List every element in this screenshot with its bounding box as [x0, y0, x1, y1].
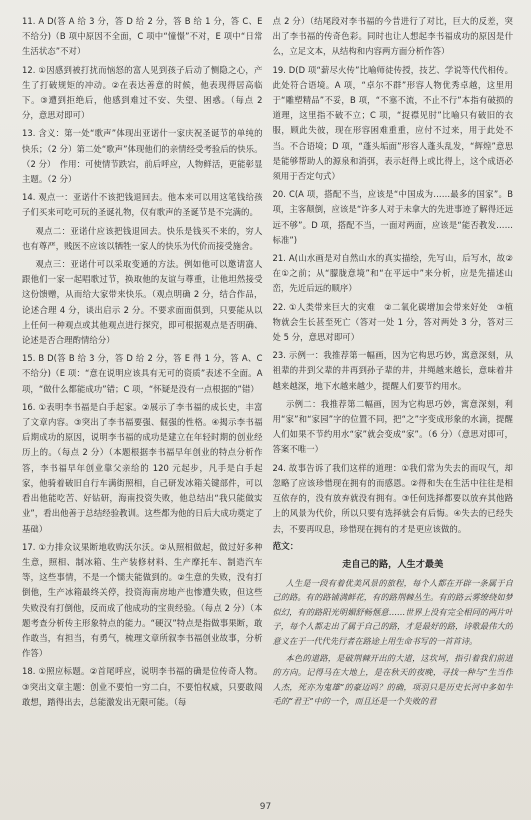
answer-18-continued: 点 2 分）（结尾段对李书福的今昔进行了对比，巨大的反差，突出了李书福的传奇色彩。同时也让人想起李书福成功的原因是什么，立足文本，从结构和内容两方面分析作答） [272, 16, 513, 57]
page-number: 97 [259, 802, 272, 812]
answer-11: 11. A D(答 A 给 3 分，答 D 给 2 分，答 B 给 1 分，答 C、E 不给分)（B 项中原因不全面，C 项中“憧憬”不对，E 项中“日常生活状态”不对） [22, 16, 263, 57]
answer-24: 24. 故事告诉了我们这样的道理：①我们常为失去的而叹气，却忽略了应该珍惜现在拥有的而感恩。②得和失在生活中往往是相互依存的，没有放弃就没有拥有。③任何选择都要以放弃其他路上的风景为代价，所以只要有选择就会有后悔。④失去的已经失去，不要再叹息，珍惜现在拥有的才是更应该做的。 [272, 462, 513, 534]
answer-21: 21. A(山水画是对自然山水的真实描绘，先写山，后写水，故②在①之前；从“朦胧意境”和“在平远中”来分析，应是先描述山峦，先近后远的顺序） [272, 253, 513, 294]
essay-paragraph-2: 本色的道路，是破荆棘开出的大道，这坎坷，指引着我们前进的方向。记得马在大地上，是在秋天的夜晚，寻找一种与“生当作人杰，死亦为鬼雄”的豪迈吗？的确，项羽只是历史长河中多如牛毛的“君王”中的一个，而且还是一个失败的君 [272, 652, 513, 707]
answer-14-view-1: 14. 观点一：亚诺什不该把钱退回去。他本来可以用这笔钱给孩子们买来可吃可玩的圣诞礼物，仅有歌声的圣诞节是不完满的。 [22, 192, 263, 218]
left-column [22, 14, 263, 794]
right-column [273, 14, 514, 794]
answer-14-view-3: 观点三：亚诺什可以采取变通的方法。例如他可以邀请富人跟他们一家一起唱歌过节，换取他的友谊与尊重，让他坦然接受这份馈赠，从而给大家带来快乐。（观点明确 2 分，结合作品，论述合理 4 分，谈出启示 2 分。不要求面面俱到，只要能从以上任何一种观点或其他观点进行探究，即可根据观点是否明确、论述是否合理酌情给分） [22, 259, 263, 346]
answer-23-example-1: 23. 示例一：我推荐第一幅画，因为它构思巧妙，寓意深刻，从祖辈的井到父辈的井再到孙子辈的井，井绳越来越长，意味着井越来越深，地下水越来越少，提醒人们要节约用水。 [272, 350, 513, 391]
answer-17: 17. ①力排众议果断地收购沃尔沃。②从照相做起，做过好多种生意，照相、制冰箱、生产装修材料、生产摩托车、制造汽车等，这些事情，不是一个懦夫能做到的。②生意的失败，没有打倒他，生产冰箱最终关停，投资海南房地产也惨遭失败，但这些失败没有打倒他，反而成了他成功的宝贵经验。（每点 2 分）（本题考查分析传主形象特点的能力。“硬汉”特点是指做事果断，敢作敢当，有担当，有勇气，梳理文章所叙李书福创业故事，分析作答） [22, 541, 263, 659]
essay-title: 走自己的路，人生才最美 [342, 558, 444, 570]
answer-18: 18. ①照应标题。②首尾呼应，说明李书福的确是位传奇人物。③突出文章主题：创业不要怕一穷二白，不要怕权威，只要敢闯敢想，踏得出去，总能激发出无限可能。（每 [22, 666, 263, 707]
answer-22: 22. ①人类带来巨大的灾难 ②二氧化碳增加会带来好处 ③植物就会生长甚至死亡（答对一处 1 分，答对两处 3 分，答对三处 5 分，意思对即可） [272, 301, 513, 343]
answer-15: 15. B D(答 B 给 3 分，答 D 给 2 分，答 E 得 1 分，答 A、C 不给分)（E 项：“意在说明应该具有无可的资质”表述不全面。A 项，“做什么都能成功”错；C 项，“怀疑是没有一点根据的”错） [22, 353, 263, 394]
answer-19: 19. D(D 项“薪尽火传”比喻师徒传授，技艺、学说等代代相传。此处符合语境。A 项，“卓尔不群”形容人物优秀卓越，这里用于“雕塑精品”不妥，B 项，“不塞不流，不止不行”本指有破损的道理，这里指不破不立；C 项，“捉襟见肘”比喻只有破旧的衣服，顾此失彼，现在形容困难重重，应付不过来，用于此处不当。不合语境；D 项，“蓬头垢面”形容人蓬头乱发，“辉煌”意思是能够帮助人的源泉和消弭，表示赶得上或比得上，这个成语必须用于否定句式） [272, 64, 513, 182]
essay-paragraph-1: 人生是一段有着优美风景的旅程，每个人都在开辟一条属于自己的路。有的路铺满鲜花，有的路荆棘丛生。有的路云雾缭绕如梦似幻，有的路阳光明媚舒畅惬意……世界上没有完全相同的两片叶子，每个人都走出了属于自己的路，才是最好的路，诗歌最伟大的意义在于一代代先行者在路途上用生命书写的一首首诗。 [272, 577, 513, 647]
answer-12: 12. ①因感到被打扰而恼怒的富人见到孩子后动了恻隐之心，产生了打破规矩的冲动。②在表达善意的时候，他表现得居高临下。③遭到拒绝后，他感到难过不安、失望、困惑。（每点 2 分，意思对即可） [22, 64, 263, 121]
answer-16: 16. ①表明李书福是白手起家。②展示了李书福的成长史，丰富了文章内容。③突出了李书福要强、倔强的性格。④揭示李书福后期成功的原因，说明李书福的成功是建立在年轻时期的创业经历上的。（每点 2 分）（本题根据李书福早年创业的特点分析作答，李书福早年创业靠父亲给的 120 元起步，凡手是白手起家，他骑着破旧自行车满街照相，自己研发冰箱关键部件，可以看出他能吃苦、好钻研，海南投资失败，他总结出“我只能做实业”，看出他善于总结经验教训。这些都为他的日后大成功奠定了基础） [22, 401, 263, 534]
answer-20: 20. C(A 项，搭配不当，应该是“中国成为……最多的国家”。B 项，主客颠倒，应该是“许多人对于未拿大的先进事迹了解得还远远不够”。D 项，搭配不当，一面对两面，应该是“能否教发……标准”) [272, 189, 513, 245]
answer-14-view-2: 观点二：亚诺什应该把钱退回去。快乐是钱买不来的，穷人也有尊严，贱医不应该以牺牲一家人的快乐为代价而接受施舍。 [22, 225, 263, 251]
answer-23-example-2: 示例二：我推荐第二幅画，因为它构思巧妙，寓意深刻，利用“家”和“家园”字的位置不同，把“之”字变成形象的水滴，提醒人们如果不节约用水“家”就会变成“家”。（6 分）（意思对即可，答案不唯一） [272, 398, 513, 455]
model-essay-label: 范文： [272, 541, 299, 552]
answer-13: 13. 含义：第一处“歌声”体现出亚诺什一家庆祝圣诞节的单纯的快乐；（2 分）第二处“歌声”体现他们的亲情经受考验后的快乐。（2 分） 作用：可使情节跌宕，前后呼应，人物鲜活，更能彰显主题。（2 分） [22, 128, 263, 185]
